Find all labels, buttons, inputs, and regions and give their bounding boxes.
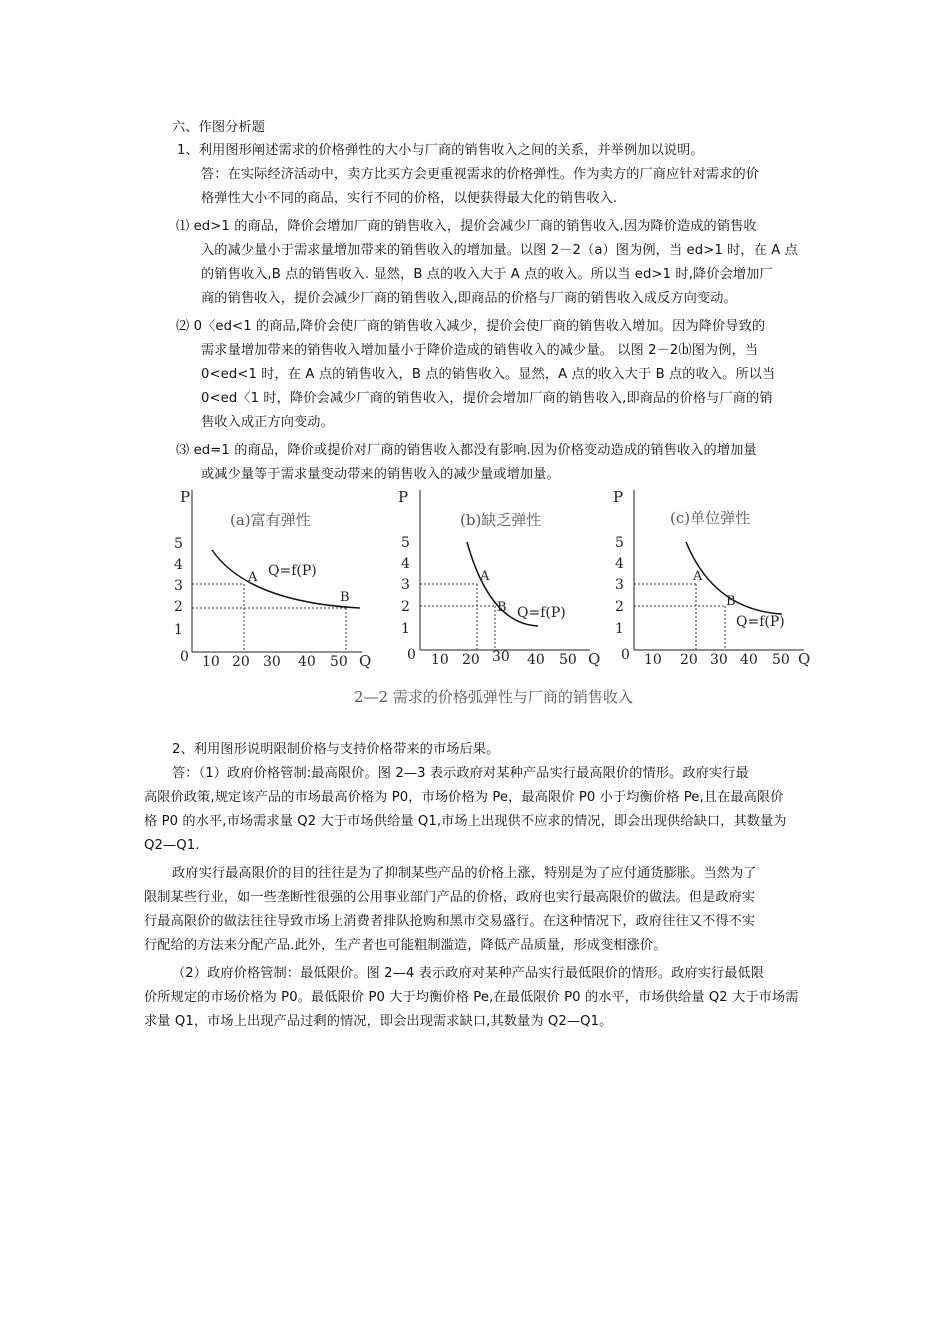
- panel-title: (c)单位弹性: [670, 509, 751, 527]
- y-tick: 5: [401, 535, 410, 551]
- origin-label: 0: [621, 647, 630, 663]
- answer-line: 格弹性大小不同的商品，实行不同的价格，以便获得最大化的销售收入.: [201, 191, 618, 206]
- x-tick: 20: [232, 654, 250, 670]
- point-a-label: A: [480, 569, 490, 584]
- para1-line: 入的减少量小于需求量增加带来的销售收入的增加量。以图 2－2（a）图为例，当 ed>1 时，在 A 点: [201, 243, 798, 258]
- x-tick: 30: [710, 652, 728, 668]
- panel-title: (a)富有弹性: [230, 511, 311, 529]
- x-axis-label: Q: [359, 652, 372, 670]
- x-tick: 20: [462, 652, 480, 668]
- y-tick: 4: [615, 556, 624, 572]
- question-2: 2、利用图形说明限制价格与支持价格带来的市场后果。: [172, 742, 500, 757]
- answer-line: 行最高限价的做法往往导致市场上消费者排队抢购和黑市交易盛行。在这种情况下，政府往往又不得不实: [144, 914, 756, 929]
- x-tick: 10: [431, 652, 449, 668]
- y-tick: 3: [615, 577, 624, 593]
- answer-line: 价所规定的市场价格为 P0。最低限价 P0 大于均衡价格 Pe,在最低限价 P0 的水平，市场供给量 Q2 大于市场需: [144, 990, 799, 1005]
- para3-line: ⑶ ed=1 的商品，降价或提价对厂商的销售收入都没有影响.因为价格变动造成的销售收入的增加量: [176, 443, 757, 458]
- y-axis-label: P: [398, 488, 409, 506]
- x-tick: 50: [772, 652, 790, 668]
- x-tick: 10: [644, 652, 662, 668]
- y-tick: 4: [174, 557, 183, 573]
- panel-c: [613, 488, 810, 668]
- x-tick: 40: [740, 652, 758, 668]
- origin-label: 0: [180, 649, 189, 665]
- para1-line: ⑴ ed>1 的商品，降价会增加厂商的销售收入，提价会减少厂商的销售收入.因为降价造成的销售收: [176, 219, 757, 234]
- elasticity-figure-svg: [160, 484, 820, 714]
- para2-line: 售收入成正方向变动。: [201, 415, 334, 430]
- x-tick: 50: [559, 652, 577, 668]
- y-axis-label: P: [180, 488, 191, 506]
- answer-line: （2）政府价格管制：最低限价。图 2—4 表示政府对某种产品实行最低限价的情形。政府实行最低限: [172, 966, 765, 981]
- point-a-label: A: [248, 570, 258, 585]
- answer-line: 行配给的方法来分配产品.此外，生产者也可能粗制滥造，降低产品质量，形成变相涨价。: [144, 938, 667, 953]
- origin-label: 0: [407, 647, 416, 663]
- y-tick: 2: [174, 599, 183, 615]
- y-tick: 3: [174, 578, 183, 594]
- answer-line: 答：（1）政府价格管制:最高限价。图 2—3 表示政府对某种产品实行最高限价的情形。政府实行最: [172, 766, 749, 781]
- y-tick: 1: [174, 622, 183, 638]
- point-b-label: B: [726, 594, 736, 609]
- y-tick: 1: [615, 621, 624, 637]
- answer-line: 求量 Q1，市场上出现产品过剩的情况，即会出现需求缺口,其数量为 Q2—Q1。: [144, 1014, 613, 1029]
- panel-a: [174, 488, 371, 670]
- curve-label: Q=f(P): [268, 563, 317, 579]
- point-a-label: A: [693, 569, 703, 584]
- figure-caption: 2—2 需求的价格弧弹性与厂商的销售收入: [354, 688, 633, 706]
- x-tick: 30: [263, 654, 281, 670]
- x-tick: 40: [527, 652, 545, 668]
- y-tick: 3: [401, 577, 410, 593]
- question-1: 1、利用图形阐述需求的价格弹性的大小与厂商的销售收入之间的关系，并举例加以说明。: [177, 143, 704, 158]
- answer-line: 政府实行最高限价的目的往往是为了抑制某些产品的价格上涨，特别是为了应付通货膨胀。当然为了: [172, 866, 757, 881]
- answer-line: 格 P0 的水平,市场需求量 Q2 大于市场供给量 Q1,市场上出现供不应求的情况，即会出现供给缺口，其数量为: [144, 814, 787, 829]
- point-b-label: B: [340, 590, 350, 605]
- panel-title: (b)缺乏弹性: [460, 511, 542, 529]
- x-tick: 30: [492, 649, 510, 665]
- x-tick: 40: [298, 654, 316, 670]
- para1-line: 的销售收入,B 点的销售收入. 显然，B 点的收入大于 A 点的收入。所以当 ed>1 时,降价会增加厂: [201, 267, 773, 282]
- y-tick: 1: [401, 621, 410, 637]
- x-axis-label: Q: [588, 650, 601, 668]
- answer-line: 答：在实际经济活动中，卖方比买方会更重视需求的价格弹性。作为卖方的厂商应针对需求的价: [201, 167, 760, 182]
- para1-line: 商的销售收入，提价会减少厂商的销售收入,即商品的价格与厂商的销售收入成反方向变动。: [201, 291, 737, 306]
- para2-line: 0<ed<1 时，在 A 点的销售收入，B 点的销售收入。显然，A 点的收入大于 B 点的收入。所以当: [201, 367, 776, 382]
- y-tick: 5: [174, 536, 183, 552]
- x-axis-label: Q: [798, 650, 811, 668]
- demand-curve: [212, 550, 360, 608]
- panel-b: [398, 488, 600, 668]
- answer-line: 高限价政策,规定该产品的市场最高价格为 P0，市场价格为 Pe，最高限价 P0 小于均衡价格 Pe,且在最高限价: [144, 790, 784, 805]
- x-tick: 10: [202, 654, 220, 670]
- para2-line: ⑵ 0〈ed<1 的商品,降价会使厂商的销售收入减少，提价会使厂商的销售收入增加。因为降价导致的: [176, 319, 766, 334]
- point-b-label: B: [497, 600, 507, 615]
- section-title: 六、作图分析题: [172, 120, 266, 135]
- curve-label: Q=f(P): [736, 614, 785, 630]
- y-tick: 2: [401, 599, 410, 615]
- y-tick: 4: [401, 556, 410, 572]
- para2-line: 需求量增加带来的销售收入增加量小于降价造成的销售收入的减少量。 以图 2－2⒝图为例，当: [201, 343, 759, 358]
- answer-line: 限制某些行业，如一些垄断性很强的公用事业部门产品的价格，政府也实行最高限价的做法。但是政府实: [144, 890, 756, 905]
- figure-2-2: [160, 484, 820, 714]
- y-tick: 2: [615, 599, 624, 615]
- x-tick: 50: [330, 654, 348, 670]
- x-tick: 20: [680, 652, 698, 668]
- y-axis-label: P: [613, 488, 624, 506]
- curve-label: Q=f(P): [517, 605, 566, 621]
- para2-line: 0<ed〈1 时，降价会减少厂商的销售收入，提价会增加厂商的销售收入,即商品的价格与厂商的销: [201, 391, 773, 406]
- para3-line: 或减少量等于需求量变动带来的销售收入的减少量或增加量。: [201, 467, 560, 482]
- y-tick: 5: [615, 535, 624, 551]
- answer-line: Q2—Q1.: [144, 838, 200, 853]
